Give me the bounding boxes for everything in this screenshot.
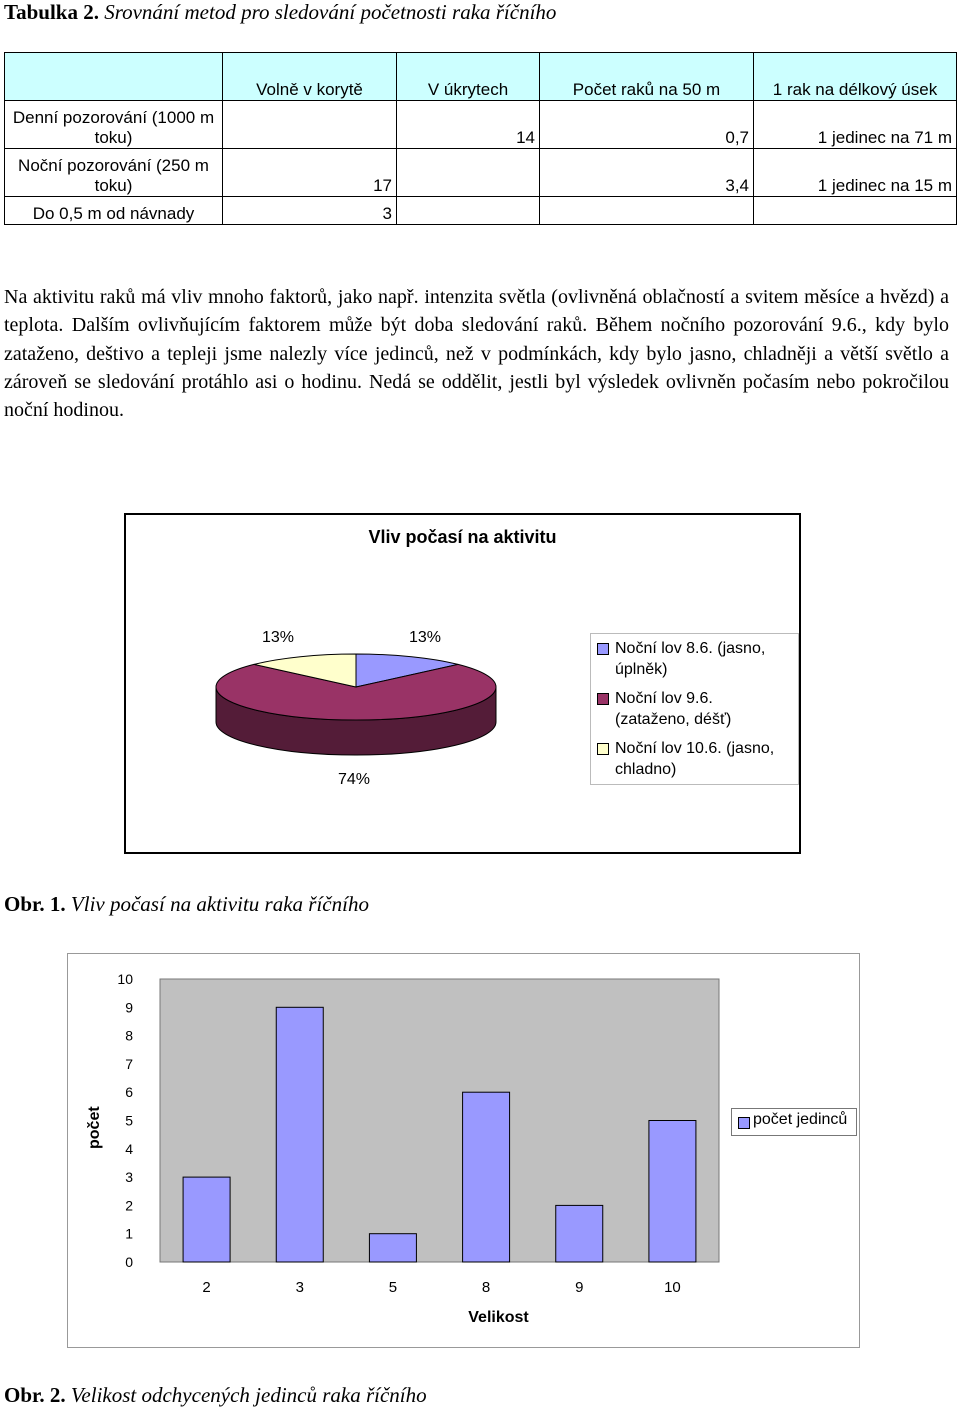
figure-1-number: Obr. 1. (4, 892, 66, 916)
legend-swatch (738, 1117, 750, 1129)
row-label: Denní pozorování (1000 m toku) (5, 101, 223, 149)
legend-label: Noční lov 9.6. (zataženo, déšť) (615, 690, 732, 728)
bar (556, 1205, 603, 1262)
legend-label: Noční lov 10.6. (jasno, chladno) (615, 740, 775, 778)
y-tick-label: 2 (125, 1197, 133, 1214)
table-cell: 1 jedinec na 71 m (754, 101, 957, 149)
legend-swatch (597, 643, 609, 655)
pie-label: 13% (409, 629, 442, 646)
table-row (5, 149, 957, 197)
legend-item (597, 638, 787, 680)
table-row (5, 101, 957, 149)
figure-1-caption (4, 892, 369, 917)
x-tick-label: 9 (575, 1279, 584, 1296)
pie-legend (590, 633, 799, 785)
x-axis-label: Velikost (468, 1309, 529, 1326)
table-cell (397, 149, 540, 197)
comparison-table (4, 52, 956, 224)
table-header-cell: Počet raků na 50 m (540, 53, 754, 101)
table-header-row (5, 53, 957, 101)
pie-chart (124, 513, 801, 854)
pie-label: 13% (262, 629, 295, 646)
table-row (5, 197, 957, 225)
bar (463, 1092, 510, 1262)
y-tick-label: 5 (125, 1112, 133, 1129)
table-header-cell (5, 53, 223, 101)
y-tick-label: 7 (125, 1055, 133, 1072)
table-cell (223, 101, 397, 149)
legend-swatch (597, 743, 609, 755)
table-caption-number: Tabulka 2. (4, 0, 99, 24)
figure-2-number: Obr. 2. (4, 1383, 66, 1407)
y-tick-label: 6 (125, 1084, 133, 1101)
bar-legend (731, 1108, 857, 1136)
body-paragraph: Na aktivitu raků má vliv mnoho faktorů, jako např. intenzita světla (ovlivněná oblačností a svitem měsíce a hvězd) a teplota. Dalším ovlivňujícím faktorem může být doba sledování raků. Během nočního pozorování 9.6., kdy bylo zataženo, deštivo a tepleji jsme nalezly více jedinců, než v podmínkách, kdy bylo jasno, chladněji a větší světlo a zároveň se sledování protáhlo asi o hodinu. Nedá se oddělit, jestli byl výsledek ovlivněn počasím nebo pokročilou noční hodinou. (4, 286, 949, 422)
table-cell: 3,4 (540, 149, 754, 197)
y-tick-label: 4 (125, 1140, 133, 1157)
y-axis-label: počet (86, 1106, 103, 1149)
bar-chart-canvas (68, 954, 859, 1347)
bar (649, 1121, 696, 1263)
x-tick-label: 3 (295, 1279, 304, 1296)
figure-1-title: Vliv počasí na aktivitu raka říčního (70, 892, 369, 916)
table-cell: 17 (223, 149, 397, 197)
legend-item (597, 738, 787, 780)
table-header-cell: 1 rak na délkový úsek (754, 53, 957, 101)
x-tick-label: 2 (202, 1279, 211, 1296)
table-cell: 0,7 (540, 101, 754, 149)
table-caption (4, 0, 556, 25)
x-tick-label: 8 (481, 1279, 491, 1296)
pie-label: 74% (338, 771, 371, 788)
table-caption-title: Srovnání metod pro sledování početnosti raka říčního (104, 0, 557, 24)
row-label: Noční pozorování (250 m toku) (5, 149, 223, 197)
plot-area (160, 979, 719, 1262)
y-tick-label: 10 (117, 971, 133, 987)
legend-item (597, 688, 787, 730)
bar (369, 1234, 416, 1262)
x-tick-label: 10 (664, 1279, 681, 1296)
legend-swatch (597, 693, 609, 705)
x-tick-label: 5 (388, 1279, 398, 1296)
legend-label: Noční lov 8.6. (jasno, úplněk) (615, 640, 766, 678)
table-cell (540, 197, 754, 225)
figure-2-title: Velikost odchycených jedinců raka říčního (70, 1383, 427, 1407)
table-header-cell: Volně v korytě (223, 53, 397, 101)
bar-chart (67, 953, 860, 1348)
table-cell (397, 197, 540, 225)
legend-label: počet jedinců (753, 1111, 848, 1128)
y-tick-label: 8 (125, 1027, 133, 1044)
row-label: Do 0,5 m od návnady (5, 197, 223, 225)
y-tick-label: 3 (125, 1169, 133, 1186)
table-cell: 14 (397, 101, 540, 149)
y-tick-label: 0 (125, 1254, 133, 1270)
y-tick-label: 1 (125, 1225, 133, 1242)
table-cell: 1 jedinec na 15 m (754, 149, 957, 197)
bar (276, 1007, 323, 1262)
table-cell (754, 197, 957, 225)
figure-2-caption (4, 1383, 427, 1408)
pie-chart-title: Vliv počasí na aktivitu (368, 527, 557, 547)
y-tick-label: 9 (125, 999, 133, 1016)
table-header-cell: V úkrytech (397, 53, 540, 101)
bar (183, 1177, 230, 1262)
table-cell: 3 (223, 197, 397, 225)
